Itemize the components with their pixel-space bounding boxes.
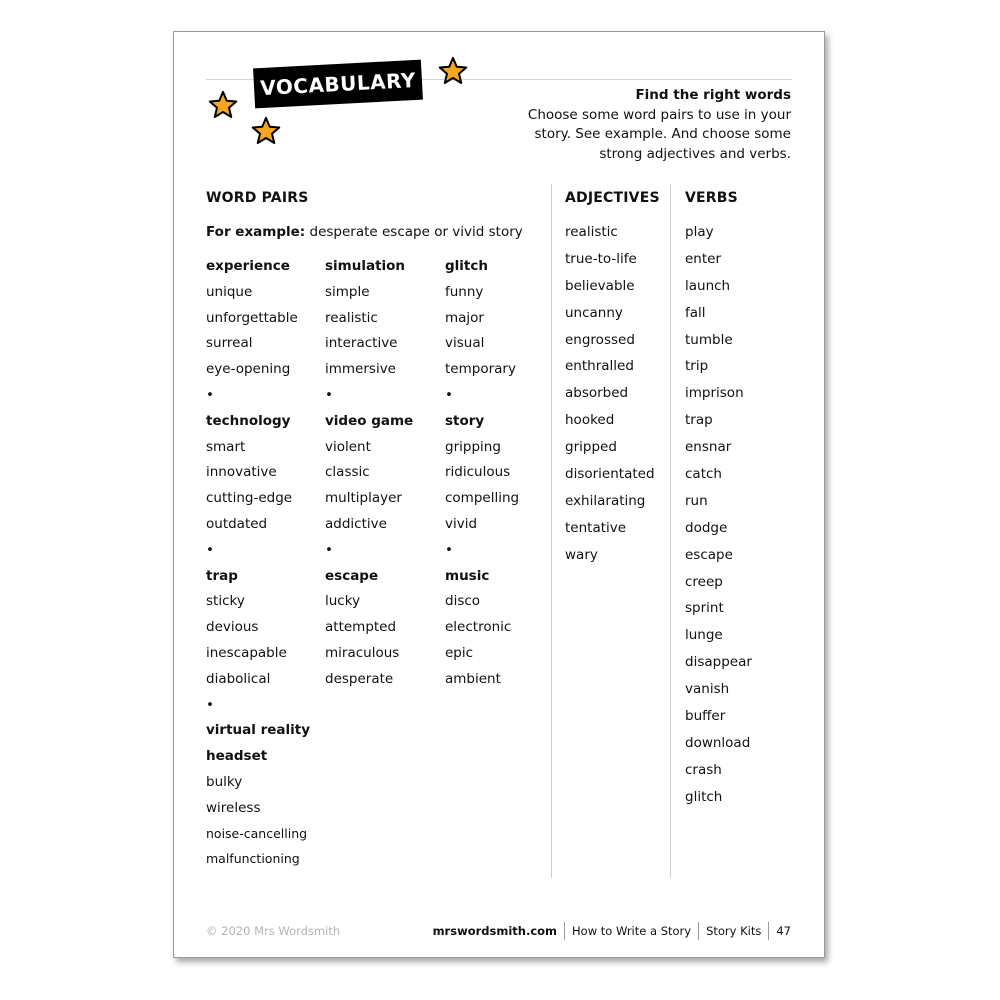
word-pair-adjective: multiplayer [325,490,402,507]
word-pair-adjective: simple [325,283,370,300]
word-pair-noun: escape [325,567,379,584]
word-pair-adjective: funny [445,283,484,300]
word-pair-noun: trap [206,567,238,584]
verb-item: trip [685,358,709,375]
star-icon [208,90,238,120]
word-pair-adjective: electronic [445,619,512,636]
word-pair-adjective: visual [445,335,485,352]
instructions-line: Choose some word pairs to use in your [527,106,791,123]
bullet-separator: • [206,386,214,403]
verb-item: imprison [685,385,744,402]
word-pairs-column [206,256,310,875]
adjectives-heading: ADJECTIVES [565,190,660,206]
word-pair-adjective: realistic [325,309,378,326]
word-pair-adjective: unique [206,283,253,300]
verbs-list [685,222,752,814]
word-pair-noun: virtual reality [206,722,311,739]
footer-divider [768,922,769,940]
word-pair-adjective: eye-opening [206,361,291,378]
word-pair-adjective: malfunctioning [206,851,300,867]
word-pair-adjective: major [445,309,484,326]
footer-divider [564,922,565,940]
word-pair-adjective: addictive [325,515,387,532]
section-title: Story Kits [706,924,762,938]
adjective-item: gripped [565,439,617,456]
word-pair-noun: headset [206,748,268,765]
word-pairs-example [206,224,523,240]
adjective-item: believable [565,277,635,294]
word-pair-adjective: smart [206,438,246,455]
verb-item: trap [685,412,713,429]
star-icon [251,116,281,146]
word-pairs-column [445,256,519,695]
word-pair-noun: music [445,567,490,584]
word-pair-adjective: gripping [445,438,501,455]
verb-item: glitch [685,788,723,805]
bullet-separator: • [206,541,214,558]
example-label: For example: [206,224,306,240]
footer-divider [698,922,699,940]
footer-info [433,923,791,939]
star-icon [438,56,468,86]
word-pair-noun: glitch [445,258,488,274]
word-pair-noun: video game [325,412,414,429]
word-pair-adjective: immersive [325,361,396,378]
example-text: desperate escape or vivid story [305,224,523,240]
adjective-item: hooked [565,412,615,429]
verb-item: fall [685,304,706,321]
word-pairs-column [325,256,413,695]
book-title: How to Write a Story [572,924,692,938]
word-pair-adjective: ridiculous [445,464,511,481]
website-link[interactable]: mrswordsmith.com [432,924,558,938]
verb-item: sprint [685,600,724,617]
verb-item: vanish [685,681,730,698]
verb-item: tumble [685,331,733,348]
bullet-separator: • [325,541,333,558]
word-pair-adjective: attempted [325,619,397,636]
adjective-item: disorientated [565,466,655,483]
word-pair-adjective: bulky [206,773,243,790]
word-pair-adjective: surreal [206,335,253,352]
verb-item: buffer [685,708,726,725]
word-pair-adjective: epic [445,644,474,661]
vocabulary-banner [253,60,423,109]
bullet-separator: • [445,541,453,558]
verb-item: download [685,734,751,751]
page-number: 47 [776,924,791,938]
word-pair-noun: story [445,412,485,429]
word-pair-adjective: outdated [206,515,268,532]
verb-item: disappear [685,654,752,671]
word-pair-adjective: noise-cancelling [206,825,308,841]
adjective-item: realistic [565,224,618,240]
word-pair-adjective: desperate [325,670,394,687]
word-pair-adjective: violent [325,438,371,455]
word-pair-noun: technology [206,412,291,429]
verb-item: run [685,492,708,509]
verb-item: enter [685,250,722,267]
instructions-heading: Find the right words [635,87,791,103]
verb-item: catch [685,466,722,483]
word-pair-adjective: cutting-edge [206,490,293,507]
instructions-line: strong adjectives and verbs. [599,145,791,162]
adjective-item: enthralled [565,358,634,375]
word-pairs-heading: WORD PAIRS [206,190,309,206]
worksheet-page [173,31,825,958]
word-pair-adjective: lucky [325,593,361,610]
adjective-item: exhilarating [565,492,646,509]
word-pair-adjective: inescapable [206,644,287,661]
adjective-item: wary [565,546,598,563]
banner-title: VOCABULARY [259,67,417,101]
adjective-item: engrossed [565,331,635,348]
column-divider [670,184,671,878]
word-pair-noun: experience [206,258,290,274]
adjective-item: uncanny [565,304,623,321]
word-pair-adjective: disco [445,593,481,610]
verb-item: ensnar [685,439,732,456]
verb-item: escape [685,546,733,563]
verb-item: crash [685,761,722,778]
word-pair-adjective: temporary [445,361,516,378]
word-pair-adjective: vivid [445,515,478,532]
verb-item: play [685,224,714,240]
verb-item: launch [685,277,731,294]
verbs-heading: VERBS [685,190,738,206]
word-pair-adjective: miraculous [325,644,400,661]
bullet-separator: • [206,696,214,713]
verb-item: lunge [685,627,723,644]
word-pair-adjective: wireless [206,799,261,816]
word-pair-adjective: unforgettable [206,309,298,326]
word-pair-noun: simulation [325,258,406,274]
adjective-item: absorbed [565,385,629,402]
word-pair-adjective: ambient [445,670,501,687]
bullet-separator: • [325,386,333,403]
verb-item: creep [685,573,723,590]
column-divider [551,184,552,878]
word-pair-adjective: devious [206,619,259,636]
word-pair-adjective: interactive [325,335,398,352]
verb-item: dodge [685,519,728,536]
word-pair-adjective: classic [325,464,370,481]
word-pair-adjective: sticky [206,593,245,610]
instructions [491,86,791,164]
adjective-item: tentative [565,519,627,536]
instructions-line: story. See example. And choose some [534,126,791,142]
word-pair-adjective: compelling [445,490,520,507]
copyright: © 2020 Mrs Wordsmith [206,924,341,938]
adjective-item: true-to-life [565,250,637,267]
word-pair-adjective: innovative [206,464,277,481]
adjectives-list [565,222,655,572]
bullet-separator: • [445,386,453,403]
word-pair-adjective: diabolical [206,670,271,687]
